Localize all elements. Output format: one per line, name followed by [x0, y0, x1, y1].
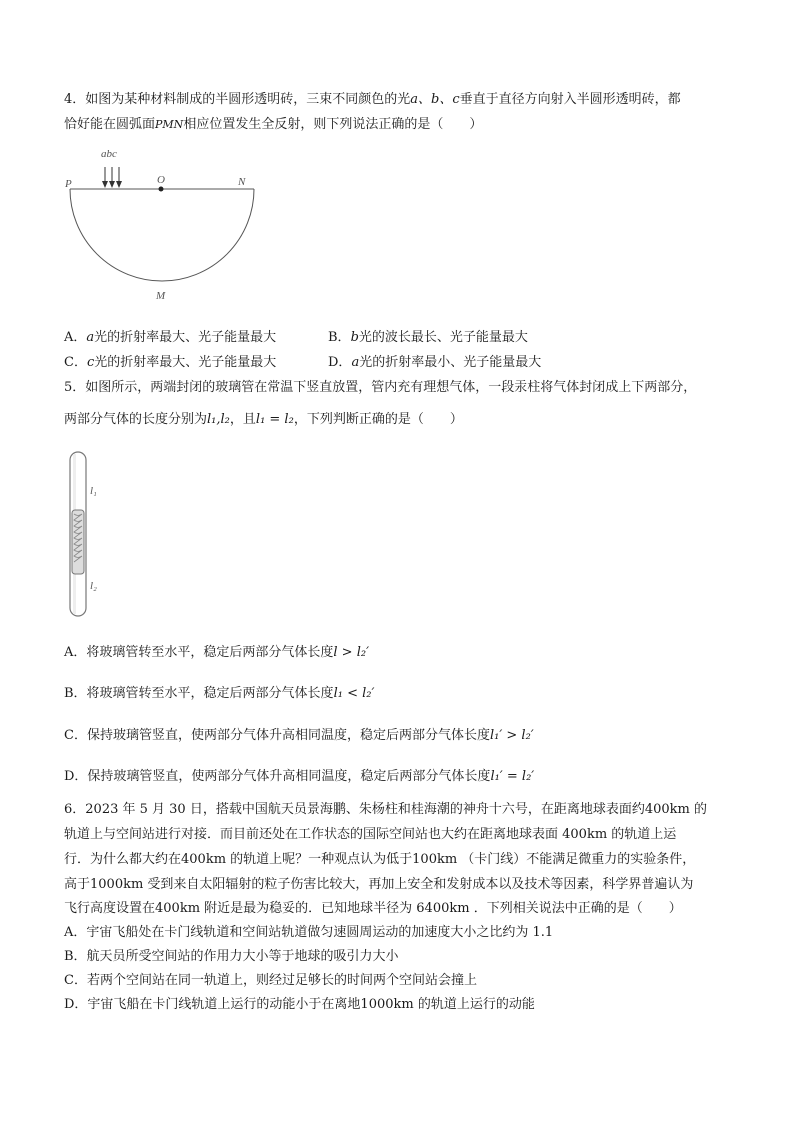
q6-stem-line-4: 高于1000km 受到来自太阳辐射的粒子伤害比较大，再加上安全和发射成本以及技术等因素，科学界普遍认为: [64, 877, 694, 892]
q5-option-d: D．保持玻璃管竖直，使两部分气体升高相同温度，稳定后两部分气体长度l₁′ = l₂′: [64, 769, 535, 784]
q6-option-c: C．若两个空间站在同一轨道上，则经过足够长的时间两个空间站会撞上: [64, 973, 477, 988]
q6-stem-line-3: 行．为什么都大约在400km 的轨道上呢？一种观点认为低于100km （卡门线）不能满足微重力的实验条件，: [64, 852, 696, 867]
ray-a-arrowhead: [102, 181, 108, 188]
label-n: N: [238, 176, 246, 188]
label-p: P: [65, 178, 72, 190]
q4-option-a: A．a光的折射率最大、光子能量最大: [64, 330, 277, 345]
label-abc: abc: [101, 148, 117, 160]
q4-semicircle-figure: [60, 145, 270, 310]
q6-option-b: B．航天员所受空间站的作用力大小等于地球的吸引力大小: [64, 949, 399, 964]
q5-glass-tube-figure: [62, 448, 112, 620]
q6-stem-line-5: 飞行高度设置在400km 附近是最为稳妥的．已知地球半径为 6400km ．下列相关说法中正确的是（ ）: [64, 901, 682, 916]
arc-pmn: [70, 189, 254, 281]
q4-option-d: D．a光的折射率最小、光子能量最大: [328, 355, 542, 370]
q4-option-b: B．b光的波长最长、光子能量最大: [328, 330, 528, 345]
q5-option-b: B．将玻璃管转至水平，稳定后两部分气体长度l₁ < l₂′: [64, 686, 375, 701]
q5-stem-line-1: 5．如图所示，两端封闭的玻璃管在常温下竖直放置，管内充有理想气体，一段汞柱将气体封闭成上下两部分，: [64, 380, 697, 395]
q4-stem-line-1: 4．如图为某种材料制成的半圆形透明砖，三束不同颜色的光a、b、c垂直于直径方向射入半圆形透明砖，都: [64, 92, 681, 107]
q6-stem-line-1: 6．2023 年 5 月 30 日，搭载中国航天员景海鹏、朱杨柱和桂海潮的神舟十六号，在距离地球表面约400km 的: [64, 802, 707, 817]
label-l2: l₂: [90, 580, 97, 592]
q6-option-d: D．宇宙飞船在卡门线轨道上运行的动能小于在离地1000km 的轨道上运行的动能: [64, 997, 535, 1012]
q5-stem-line-2: 两部分气体的长度分别为l₁,l₂，且l₁ = l₂，下列判断正确的是（ ）: [64, 412, 463, 427]
mercury-column: [72, 510, 84, 574]
label-m: M: [156, 290, 166, 302]
q5-option-a: A．将玻璃管转至水平，稳定后两部分气体长度l > l₂′: [64, 645, 370, 660]
q6-stem-line-2: 轨道上与空间站进行对接．而目前还处在工作状态的国际空间站也大约在距离地球表面 400km 的轨道上运: [64, 827, 677, 842]
label-l1: l₁: [90, 485, 97, 497]
q5-option-c: C．保持玻璃管竖直，使两部分气体升高相同温度，稳定后两部分气体长度l₁′ > l₂′: [64, 728, 534, 743]
q6-option-a: A．宇宙飞船处在卡门线轨道和空间站轨道做匀速圆周运动的加速度大小之比约为 1.1: [64, 925, 554, 940]
q4-option-c: C．c光的折射率最大、光子能量最大: [64, 355, 277, 370]
q4-stem-line-2: 恰好能在圆弧面PMN相应位置发生全反射，则下列说法正确的是（ ）: [64, 117, 483, 132]
ray-c-arrowhead: [116, 181, 122, 188]
center-point-o: [159, 187, 164, 192]
ray-b-arrowhead: [109, 181, 115, 188]
label-o: O: [157, 174, 165, 186]
